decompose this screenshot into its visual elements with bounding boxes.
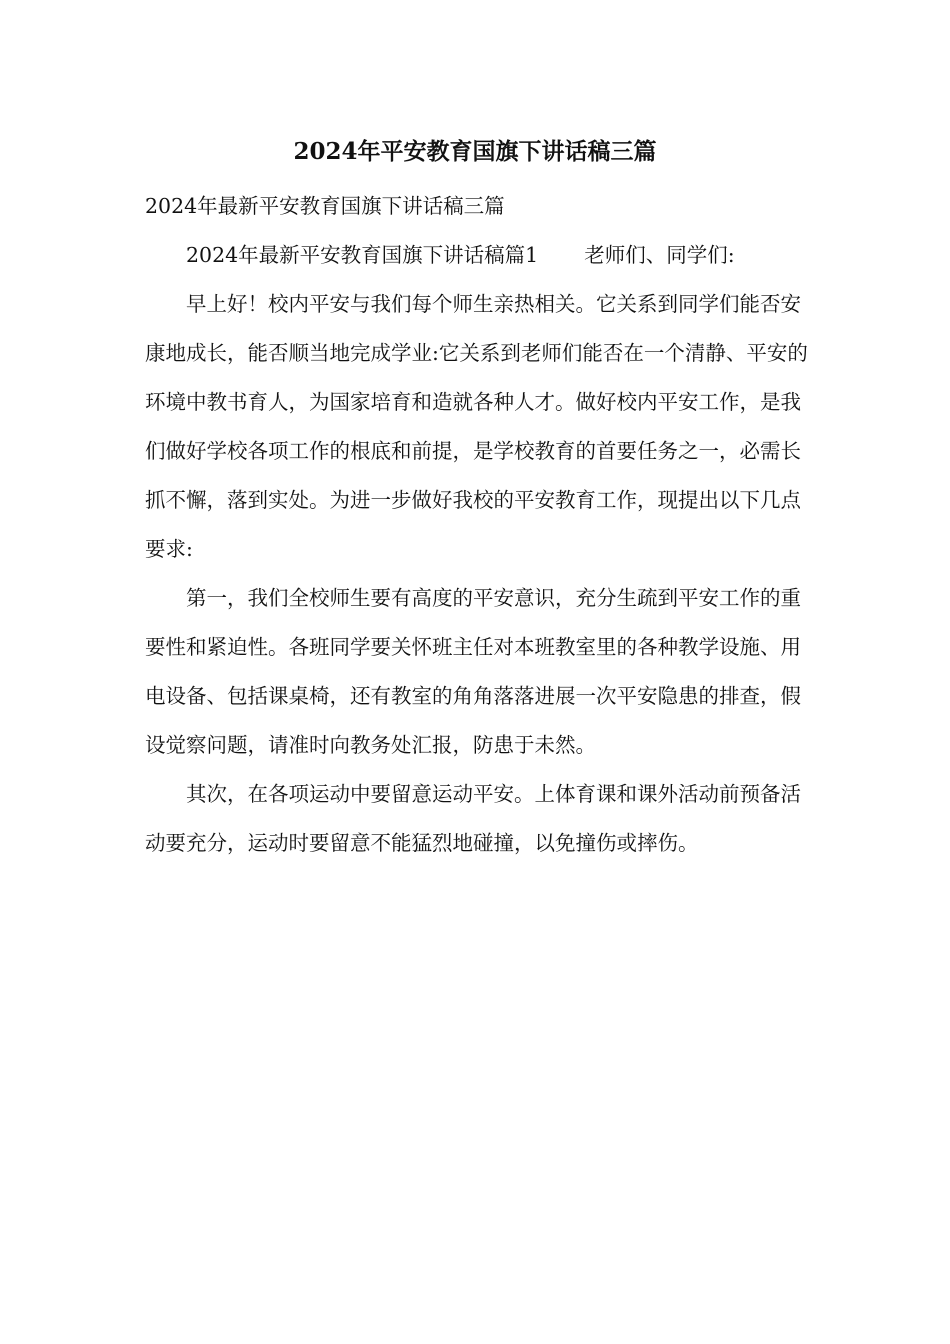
document-title: 2024年平安教育国旗下讲话稿三篇 bbox=[293, 138, 657, 165]
paragraph-3: 其次，在各项运动中要留意运动平安。上体育课和课外活动前预备活动要充分，运动时要留意不能猛烈地碰撞，以免撞伤或摔伤。 bbox=[145, 782, 801, 855]
paragraph-2: 第一，我们全校师生要有高度的平安意识，充分生疏到平安工作的重要性和紧迫性。各班同学要关怀班主任对本班教室里的各种教学设施、用电设备、包括课桌椅，还有教室的角角落落进展一次平安隐患的排查，假设觉察问题，请准时向教务处汇报，防患于未然。 bbox=[145, 586, 801, 757]
section-heading-line bbox=[145, 231, 810, 280]
paragraph-1: 早上好！校内平安与我们每个师生亲热相关。它关系到同学们能否安康地成长，能否顺当地完成学业:它关系到老师们能否在一个清静、平安的环境中教书育人，为国家培育和造就各种人才。做好校内平安工作，是我们做好学校各项工作的根底和前提，是学校教育的首要任务之一，必需长抓不懈，落到实处。为进一步做好我校的平安教育工作，现提出以下几点要求: bbox=[145, 292, 808, 561]
section-heading: 2024年最新平安教育国旗下讲话稿篇1 bbox=[186, 243, 539, 267]
document-body bbox=[145, 182, 810, 868]
greeting: 老师们、同学们: bbox=[584, 243, 735, 267]
document-subtitle: 2024年最新平安教育国旗下讲话稿三篇 bbox=[145, 194, 505, 218]
